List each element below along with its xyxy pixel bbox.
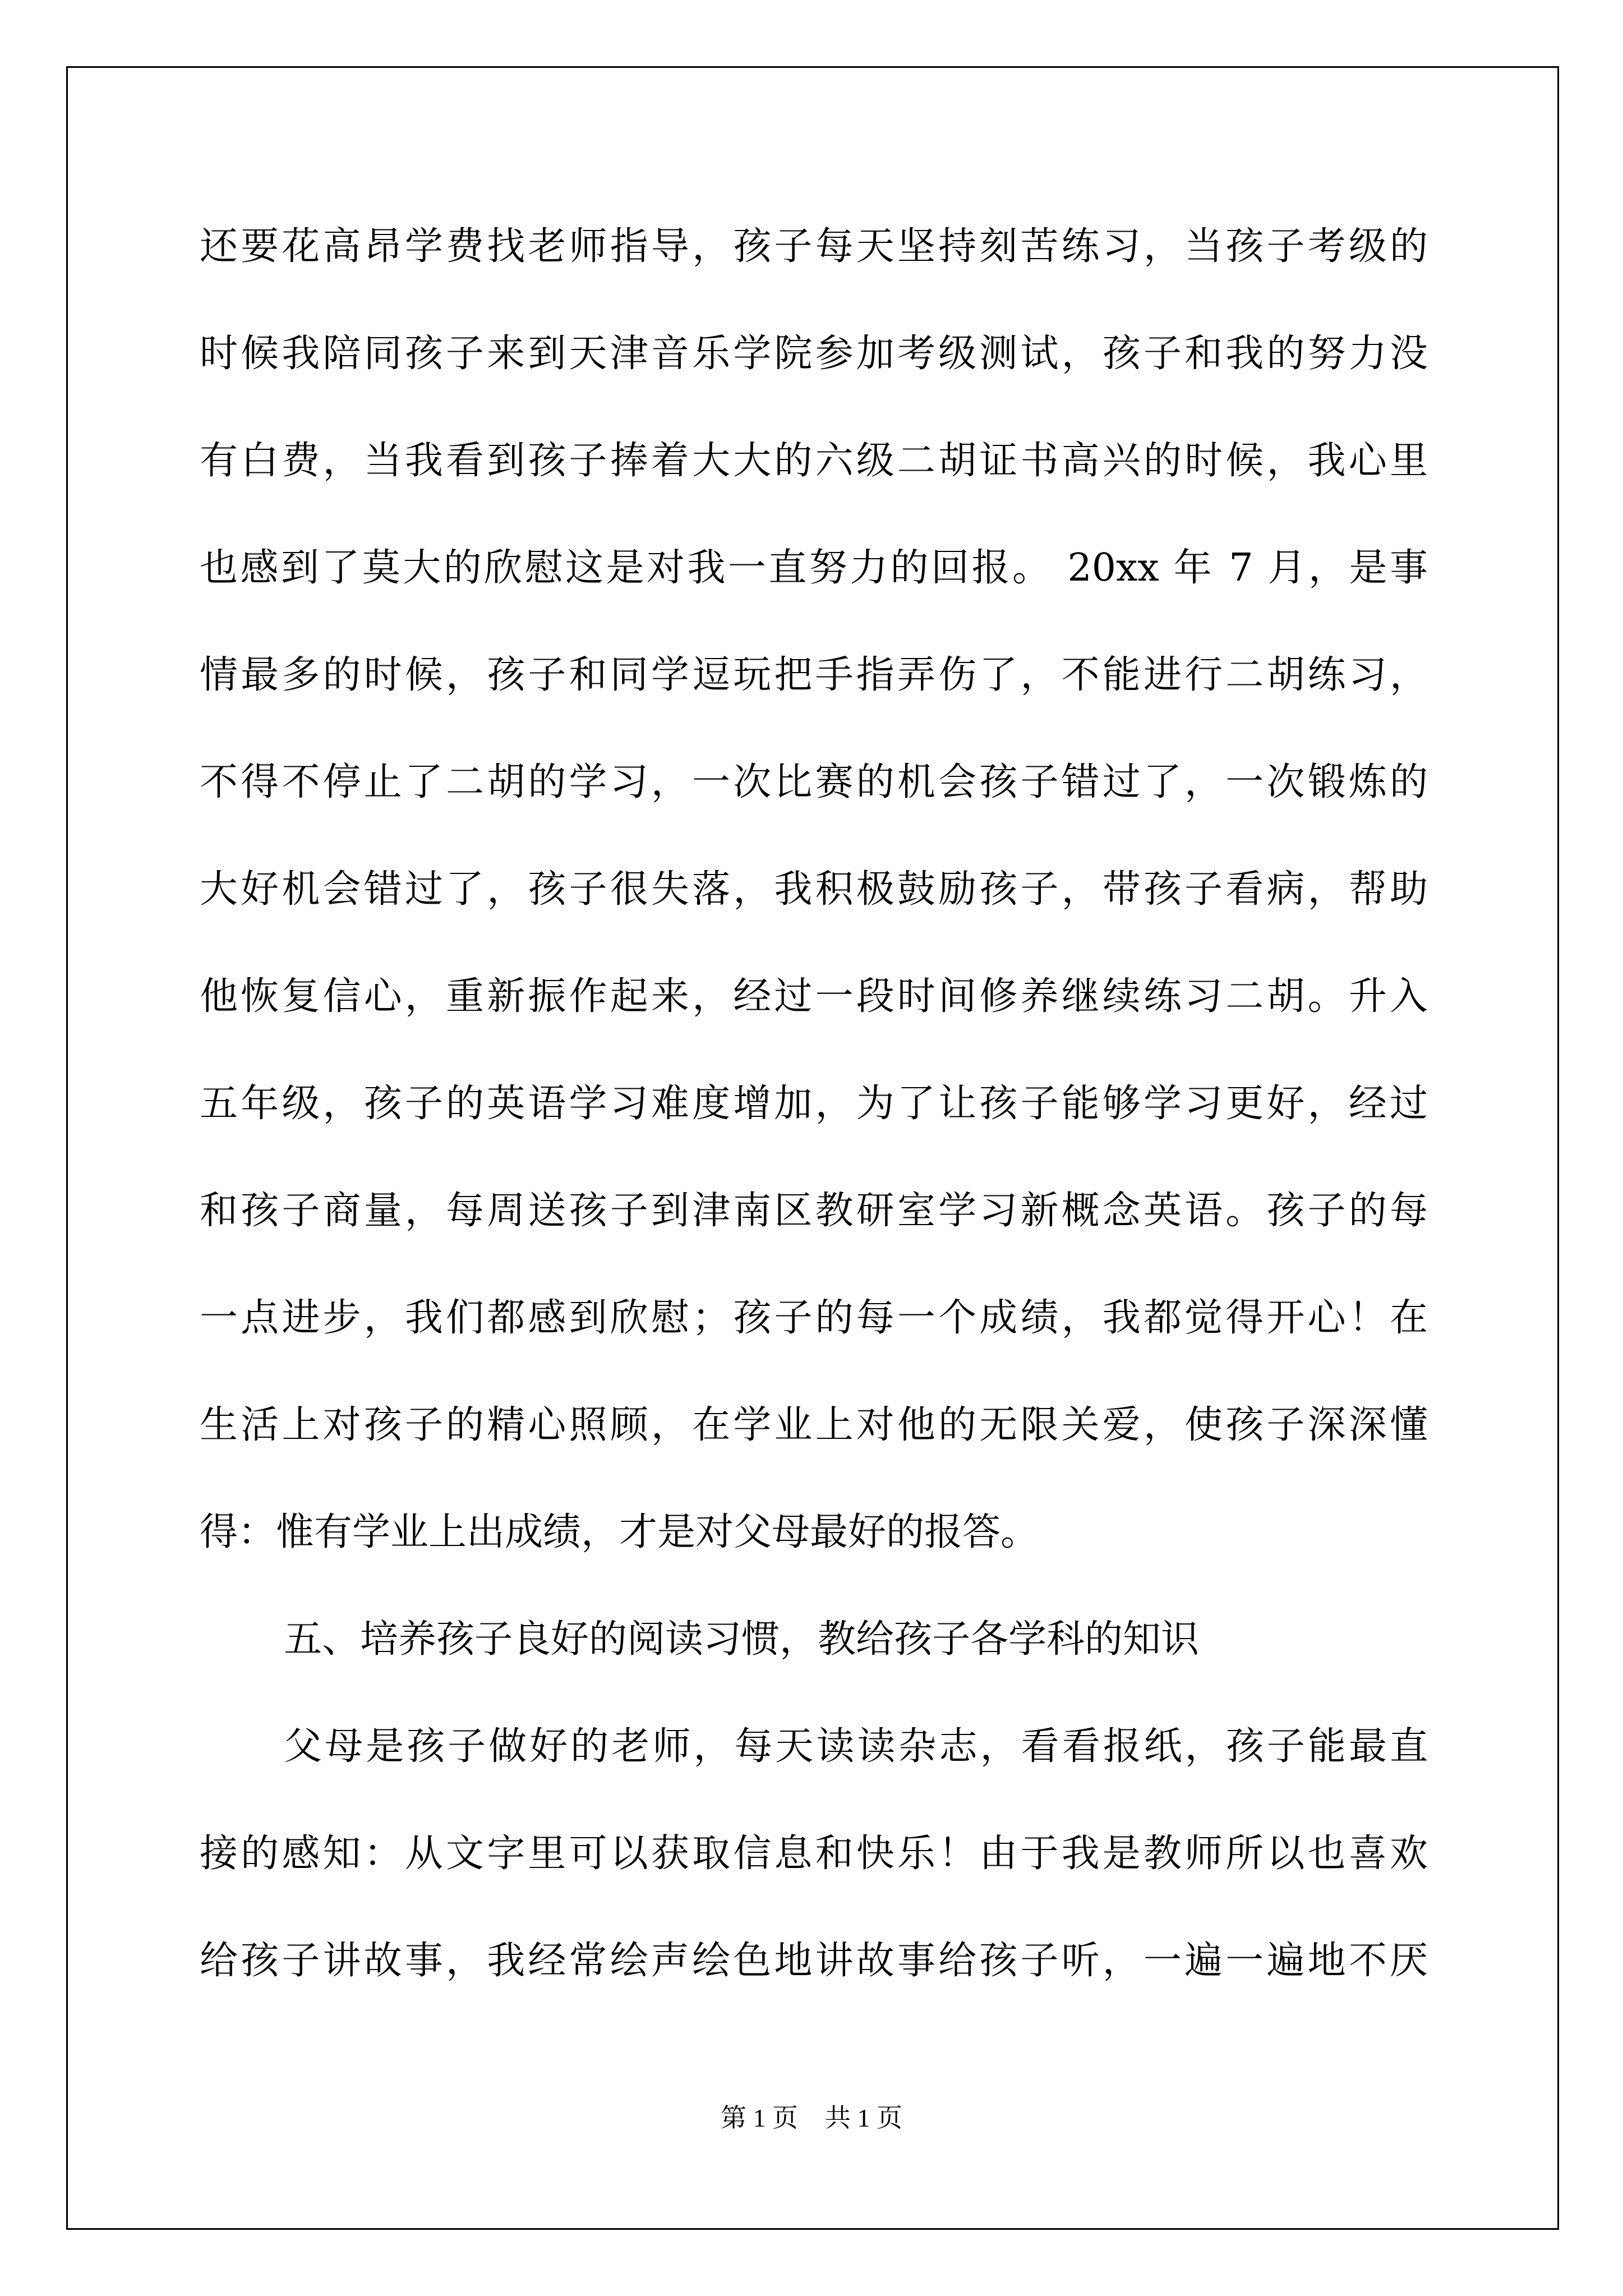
text-line: 有白费，当我看到孩子捧着大大的六级二胡证书高兴的时候，我心里 bbox=[200, 439, 1428, 483]
text-line: 不得不停止了二胡的学习，一次比赛的机会孩子错过了，一次锻炼的 bbox=[200, 760, 1428, 804]
text-line: 和孩子商量，每周送孩子到津南区教研室学习新概念英语。孩子的每 bbox=[200, 1189, 1428, 1233]
text-line: 情最多的时候，孩子和同学逗玩把手指弄伤了，不能进行二胡练习， bbox=[200, 653, 1428, 697]
text-line: 也感到了莫大的欣慰这是对我一直努力的回报。 20xx 年 7 月，是事 bbox=[200, 546, 1428, 590]
text-line: 生活上对孩子的精心照顾，在学业上对他的无限关爱，使孩子深深懂 bbox=[200, 1403, 1428, 1447]
text-line: 给孩子讲故事，我经常绘声绘色地讲故事给孩子听，一遍一遍地不厌 bbox=[200, 1939, 1428, 1983]
text-line: 大好机会错过了，孩子很失落，我积极鼓励孩子，带孩子看病，帮助 bbox=[200, 867, 1428, 912]
text-line: 得：惟有学业上出成绩，才是对父母最好的报答。 bbox=[200, 1510, 1039, 1554]
text-line: 他恢复信心，重新振作起来，经过一段时间修养继续练习二胡。升入 bbox=[200, 974, 1428, 1019]
text-line: 一点进步，我们都感到欣慰；孩子的每一个成绩，我都觉得开心！在 bbox=[200, 1296, 1428, 1340]
page-number: 第 1 页 bbox=[721, 2104, 798, 2132]
document-body bbox=[200, 208, 1428, 2029]
page-footer bbox=[0, 2101, 1623, 2135]
text-line: 父母是孩子做好的老师，每天读读杂志，看看报纸，孩子能最直 bbox=[284, 1724, 1428, 1769]
text-line: 接的感知：从文字里可以获取信息和快乐！由于我是教师所以也喜欢 bbox=[200, 1832, 1428, 1876]
section-heading: 五、培养孩子良好的阅读习惯，教给孩子各学科的知识 bbox=[284, 1617, 1200, 1662]
text-line: 时候我陪同孩子来到天津音乐学院参加考级测试，孩子和我的努力没 bbox=[200, 332, 1428, 376]
page-count: 共 1 页 bbox=[825, 2104, 902, 2132]
text-line: 五年级，孩子的英语学习难度增加，为了让孩子能够学习更好，经过 bbox=[200, 1082, 1428, 1126]
text-line: 还要花高昂学费找老师指导，孩子每天坚持刻苦练习，当孩子考级的 bbox=[200, 224, 1428, 269]
